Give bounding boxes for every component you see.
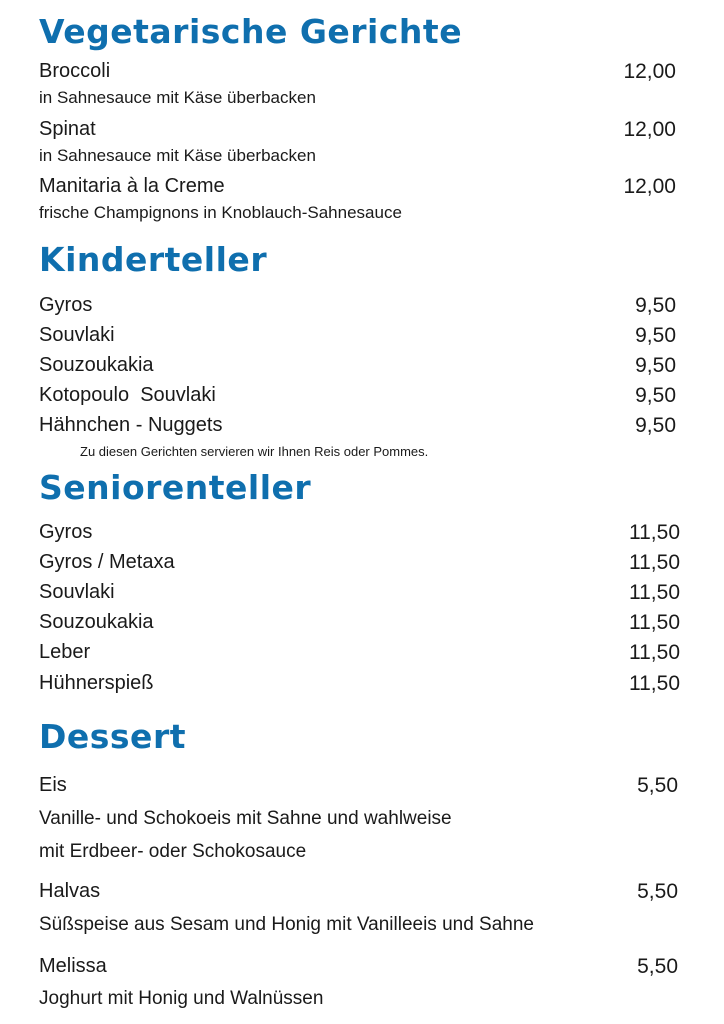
menu-item-price: 5,50 (637, 774, 678, 797)
menu-item-name: Souvlaki (39, 581, 115, 603)
menu-item-name: Hähnchen - Nuggets (39, 414, 223, 436)
menu-item-description: mit Erdbeer- oder Schokosauce (39, 841, 307, 862)
menu-item-price: 12,00 (623, 175, 676, 198)
menu-item-price: 5,50 (637, 880, 678, 903)
menu-item-description: frische Champignons in Knoblauch-Sahnesauce (39, 203, 402, 222)
menu-item-price: 9,50 (635, 384, 676, 407)
menu-item-name: Broccoli (39, 60, 111, 82)
menu-item-price: 9,50 (635, 324, 676, 347)
menu-item-name: Gyros (39, 294, 93, 316)
section-title-kinder: Kinderteller (39, 240, 268, 279)
menu-item-name: Leber (39, 641, 91, 663)
menu-item-name: Manitaria à la Creme (39, 175, 225, 197)
section-title-dessert: Dessert (39, 717, 186, 756)
menu-item-price: 11,50 (629, 672, 680, 695)
menu-item-description: Vanille- und Schokoeis mit Sahne und wahlweise (39, 808, 452, 829)
menu-item-price: 12,00 (623, 118, 676, 141)
menu-item-price: 11,50 (629, 581, 680, 604)
menu-item-price: 9,50 (635, 294, 676, 317)
menu-item-name: Souzoukakia (39, 354, 154, 376)
menu-item-price: 11,50 (629, 611, 680, 634)
menu-item-name: Halvas (39, 880, 101, 902)
menu-item-name: Hühnerspieß (39, 672, 154, 694)
menu-item-price: 12,00 (623, 60, 676, 83)
menu-item-description: in Sahnesauce mit Käse überbacken (39, 88, 316, 107)
section-title-senioren: Seniorenteller (39, 468, 312, 507)
menu-item-name: Melissa (39, 955, 107, 977)
menu-item-description: Süßspeise aus Sesam und Honig mit Vanilleeis und Sahne (39, 914, 534, 935)
section-note: Zu diesen Gerichten servieren wir Ihnen Reis oder Pommes. (80, 444, 429, 459)
menu-item-name: Souzoukakia (39, 611, 154, 633)
menu-item-name: Souvlaki (39, 324, 115, 346)
menu-item-name: Kotopoulo Souvlaki (39, 384, 216, 406)
menu-item-price: 11,50 (629, 521, 680, 544)
menu-item-name: Eis (39, 774, 67, 796)
menu-item-price: 11,50 (629, 551, 680, 574)
menu-item-name: Spinat (39, 118, 96, 140)
menu-item-price: 9,50 (635, 354, 676, 377)
section-title-vegetarisch: Vegetarische Gerichte (39, 12, 463, 51)
menu-item-description: Joghurt mit Honig und Walnüssen (39, 988, 324, 1009)
menu-item-price: 9,50 (635, 414, 676, 437)
menu-item-name: Gyros (39, 521, 93, 543)
menu-item-price: 5,50 (637, 955, 678, 978)
menu-item-name: Gyros / Metaxa (39, 551, 175, 573)
menu-item-description: in Sahnesauce mit Käse überbacken (39, 146, 316, 165)
menu-item-price: 11,50 (629, 641, 680, 664)
